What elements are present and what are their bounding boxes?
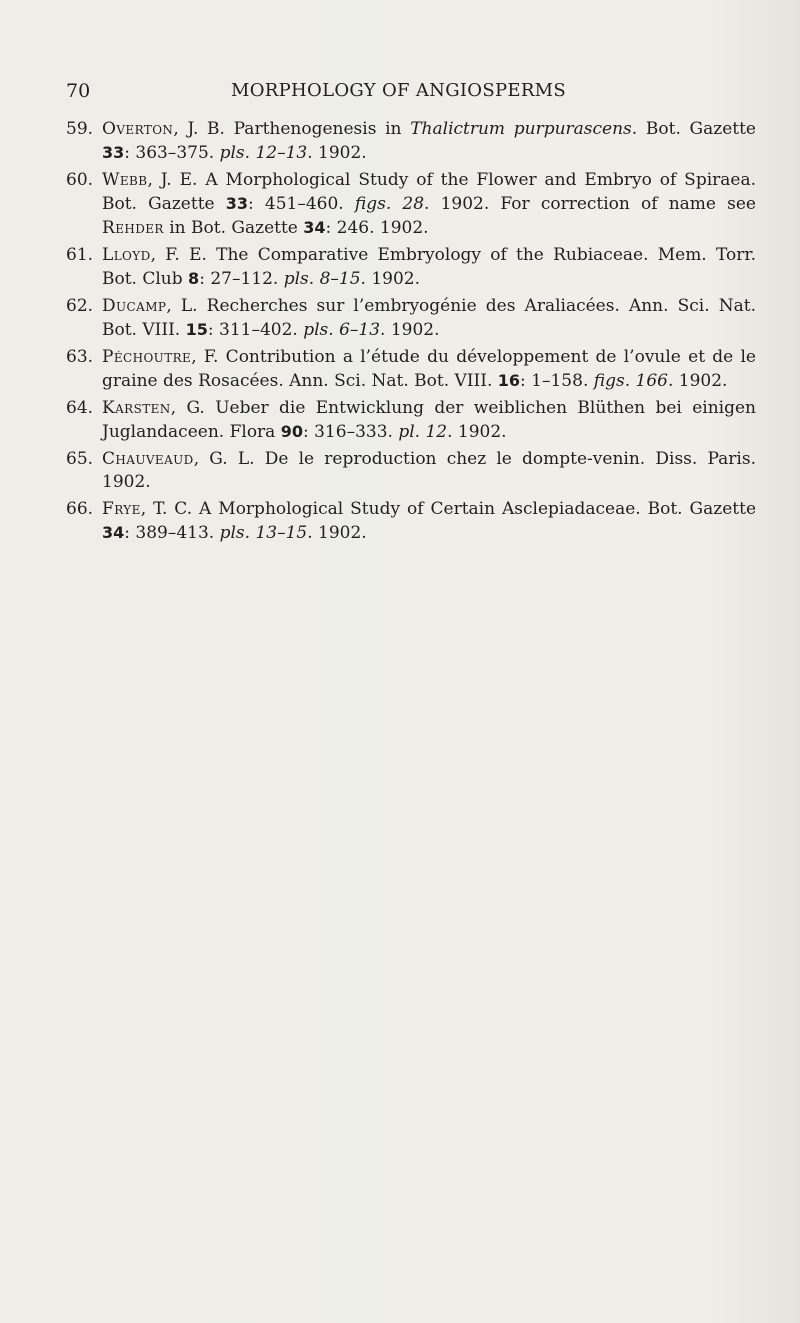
- entry-volume: 33: [102, 143, 125, 162]
- page-header: [66, 80, 736, 108]
- entry-text: , J. E. A Morphological Study of the Flower and Embryo of Spiraea. Bot. Gazette: [102, 170, 756, 214]
- bibliography-entry: [66, 346, 756, 393]
- entry-text: . 1902.: [447, 422, 507, 442]
- entry-figures: figs. 166: [593, 371, 668, 391]
- entry-text: . 1902.: [307, 523, 367, 543]
- bibliography-entry: [66, 448, 756, 494]
- entry-text: : 451–460.: [248, 194, 355, 214]
- entry-text: , F. Contribution a l’étude du développement de l’ovule et de le graine des Rosacées. Ann. Sci. Nat. Bot. VIII.: [102, 347, 756, 391]
- entry-text: . 1902. For correction of name see: [424, 194, 756, 214]
- entry-text: , G. L. De le reproduction chez le dompte-venin. Diss. Paris. 1902.: [102, 449, 756, 492]
- entry-author: Chauveaud: [102, 449, 194, 469]
- entry-volume: 33: [225, 194, 249, 213]
- entry-volume: 34: [303, 218, 326, 237]
- entry-volume: 15: [185, 320, 208, 339]
- entry-text: . Bot. Gazette: [631, 119, 756, 139]
- entry-plates: pls. 12–13: [219, 143, 308, 163]
- entry-number: 66.: [66, 499, 94, 519]
- entry-number: 59.: [66, 119, 94, 139]
- entry-italic-title: Thalictrum purpurascens: [410, 119, 632, 139]
- entry-plates: pls. 8–15: [283, 269, 361, 289]
- bibliography-entry: [66, 169, 756, 240]
- bibliography-entry: [66, 498, 756, 545]
- entry-author: Frye: [102, 499, 141, 519]
- entry-text: . 1902.: [380, 320, 440, 340]
- entry-text: : 246. 1902.: [325, 218, 429, 238]
- bibliography-entry: [66, 295, 756, 342]
- entry-number: 60.: [66, 170, 94, 190]
- bibliography-list: [66, 118, 756, 549]
- bibliography-entry: [66, 397, 756, 444]
- entry-text: , G. Ueber die Entwicklung der weiblichen Blüthen bei einigen Juglandaceen. Flora: [102, 398, 756, 442]
- entry-volume: 8: [188, 269, 200, 288]
- entry-text: : 389–413.: [124, 523, 220, 543]
- entry-number: 63.: [66, 347, 94, 367]
- entry-text: : 316–333.: [302, 422, 399, 442]
- entry-author: Overton: [102, 119, 174, 139]
- entry-text: . 1902.: [307, 143, 367, 163]
- entry-number: 64.: [66, 398, 94, 418]
- entry-volume: 34: [102, 523, 125, 542]
- entry-author: Lloyd: [102, 245, 151, 265]
- entry-text: , F. E. The Comparative Embryology of the Rubiaceae. Mem. Torr. Bot. Club: [102, 245, 756, 289]
- entry-text: : 27–112.: [199, 269, 284, 289]
- entry-number: 62.: [66, 296, 94, 316]
- entry-number: 65.: [66, 449, 94, 469]
- entry-text: , T. C. A Morphological Study of Certain Asclepiadaceae. Bot. Gazette: [140, 499, 756, 519]
- bibliography-entry: [66, 118, 756, 165]
- entry-plates: pl. 12: [398, 422, 448, 442]
- entry-number: 61.: [66, 245, 94, 265]
- entry-text: . 1902.: [667, 371, 728, 391]
- entry-volume: 16: [497, 371, 521, 390]
- entry-text: : 311–402.: [207, 320, 304, 340]
- entry-author: Karsten: [102, 398, 171, 418]
- entry-text: , J. B. Parthenogenesis in: [173, 119, 411, 139]
- entry-plates: pls. 6–13: [303, 320, 381, 340]
- running-title: MORPHOLOGY OF ANGIOSPERMS: [231, 80, 567, 101]
- entry-text: , L. Recherches sur l’embryogénie des Araliacées. Ann. Sci. Nat. Bot. VIII.: [102, 296, 756, 340]
- entry-author: Webb: [102, 170, 148, 190]
- entry-author: Péchoutre: [102, 347, 192, 367]
- bibliography-entry: [66, 244, 756, 291]
- entry-author-reference: Rehder: [102, 218, 164, 238]
- entry-text: in Bot. Gazette: [163, 218, 304, 238]
- entry-text: : 363–375.: [124, 143, 220, 163]
- entry-author: Ducamp: [102, 296, 167, 316]
- entry-plates: pls. 13–15: [219, 523, 308, 543]
- entry-text: . 1902.: [360, 269, 421, 289]
- entry-text: : 1–158.: [520, 371, 594, 391]
- page-number: 70: [66, 80, 91, 102]
- entry-volume: 90: [280, 422, 303, 441]
- entry-figures: figs. 28: [354, 194, 425, 214]
